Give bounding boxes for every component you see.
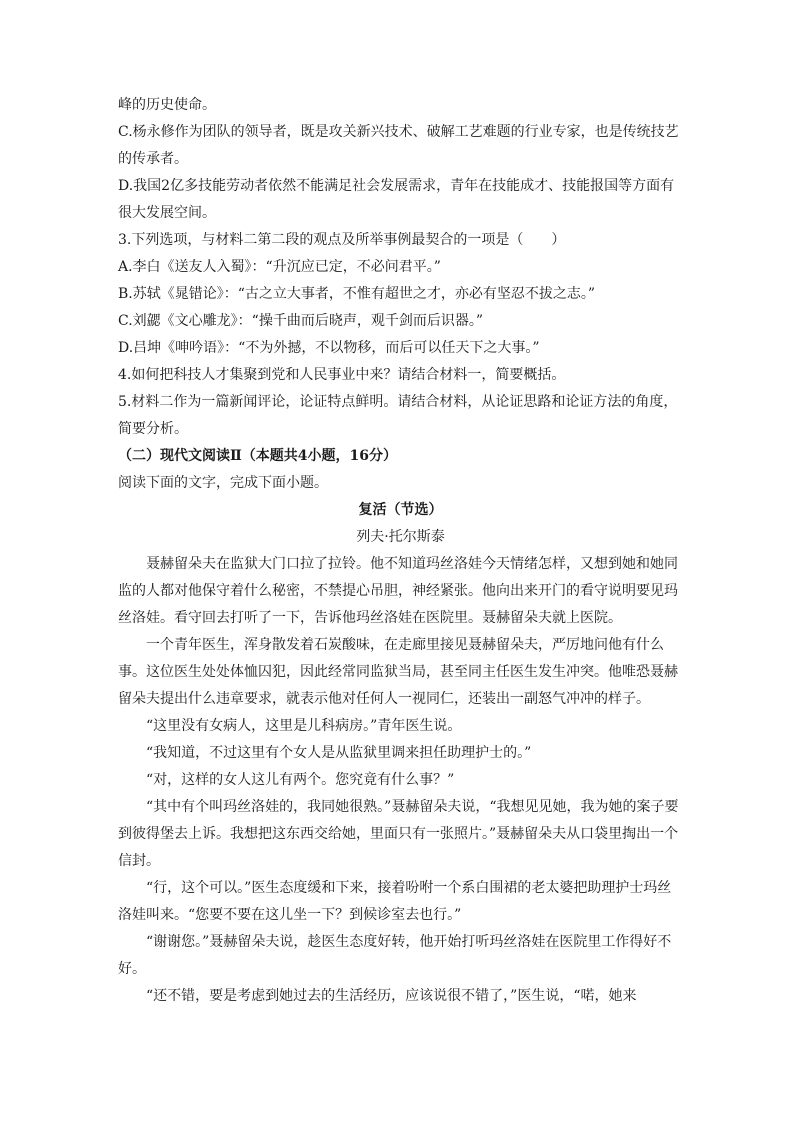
option-b: B.苏轼《晁错论》：“古之立大事者，不惟有超世之才，亦必有坚忍不拔之志。” xyxy=(118,286,596,302)
option-c: C.刘勰《文心雕龙》：“操千曲而后晓声，观千剑而后识器。” xyxy=(118,313,483,329)
option-a: A.李白《送友人入蜀》：“升沉应已定，不必问君平。” xyxy=(118,259,441,275)
body-paragraph: “我知道，不过这里有个女人是从监狱里调来担任助理护士的。” xyxy=(146,745,532,761)
option-c: C.杨永修作为团队的领导者，既是攻关新兴技术、破解工艺难题的行业专家，也是传统技艺的传承者。 xyxy=(118,124,679,167)
body-paragraph: “谢谢您。”聂赫留朵夫说，趁医生态度好转，他开始打听玛丝洛娃在医院里工作得好不好。 xyxy=(118,934,672,977)
body-paragraph: “还不错，要是考虑到她过去的生活经历，应该说很不错了，”医生说，“喏，她来 xyxy=(146,988,637,1004)
section-heading: （二）现代文阅读Ⅱ（本题共4小题，16分） xyxy=(118,448,398,464)
article-title: 复活（节选） xyxy=(358,502,443,518)
question-4: 4.如何把科技人才集聚到党和人民事业中来？请结合材料一，简要概括。 xyxy=(118,367,566,383)
option-d: D.我国2亿多技能劳动者依然不能满足社会发展需求，青年在技能成才、技能报国等方面有很大发展空间。 xyxy=(118,178,675,221)
body-paragraph: “行，这个可以。”医生态度缓和下来，接着吩咐一个系白围裙的老太婆把助理护士玛丝洛娃叫来。“您要不要在这儿坐一下？到候诊室去也行。” xyxy=(118,880,672,923)
option-d: D.吕坤《呻吟语》：“不为外撼，不以物移，而后可以任天下之大事。” xyxy=(118,340,540,356)
article-author: 列夫·托尔斯泰 xyxy=(356,529,445,545)
document-page xyxy=(118,92,683,1010)
paragraph: 峰的历史使命。 xyxy=(118,97,216,113)
body-paragraph: 聂赫留朵夫在监狱大门口拉了拉铃。他不知道玛丝洛娃今天情绪怎样，又想到她和她同监的人都对他保守着什么秘密，不禁提心吊胆，神经紧张。他向出来开门的看守说明要见玛丝洛娃。看守回去打听了一下，告诉他玛丝洛娃在医院里。聂赫留朵夫就上医院。 xyxy=(118,556,678,626)
question-3: 3.下列选项，与材料二第二段的观点及所举事例最契合的一项是（ ） xyxy=(118,232,566,248)
body-paragraph: “这里没有女病人，这里是儿科病房。”青年医生说。 xyxy=(146,718,462,734)
instruction: 阅读下面的文字，完成下面小题。 xyxy=(118,475,328,491)
question-5: 5.材料二作为一篇新闻评论，论证特点鲜明。请结合材料，从论证思路和论证方法的角度，简要分析。 xyxy=(118,394,678,437)
body-paragraph: “对，这样的女人这儿有两个。您究竟有什么事？” xyxy=(146,772,455,788)
body-paragraph: “其中有个叫玛丝洛娃的，我同她很熟。”聂赫留朵夫说，“我想见见她，我为她的案子要到彼得堡去上诉。我想把这东西交给她，里面只有一张照片。”聂赫留朵夫从口袋里掏出一个信封。 xyxy=(118,799,679,869)
body-paragraph: 一个青年医生，浑身散发着石炭酸味，在走廊里接见聂赫留朵夫，严厉地问他有什么事。这位医生处处体恤囚犯，因此经常同监狱当局，甚至同主任医生发生冲突。他唯恐聂赫留朵夫提出什么违章要求，就表示他对任何人一视同仁，还装出一副怒气冲冲的样子。 xyxy=(118,637,678,707)
